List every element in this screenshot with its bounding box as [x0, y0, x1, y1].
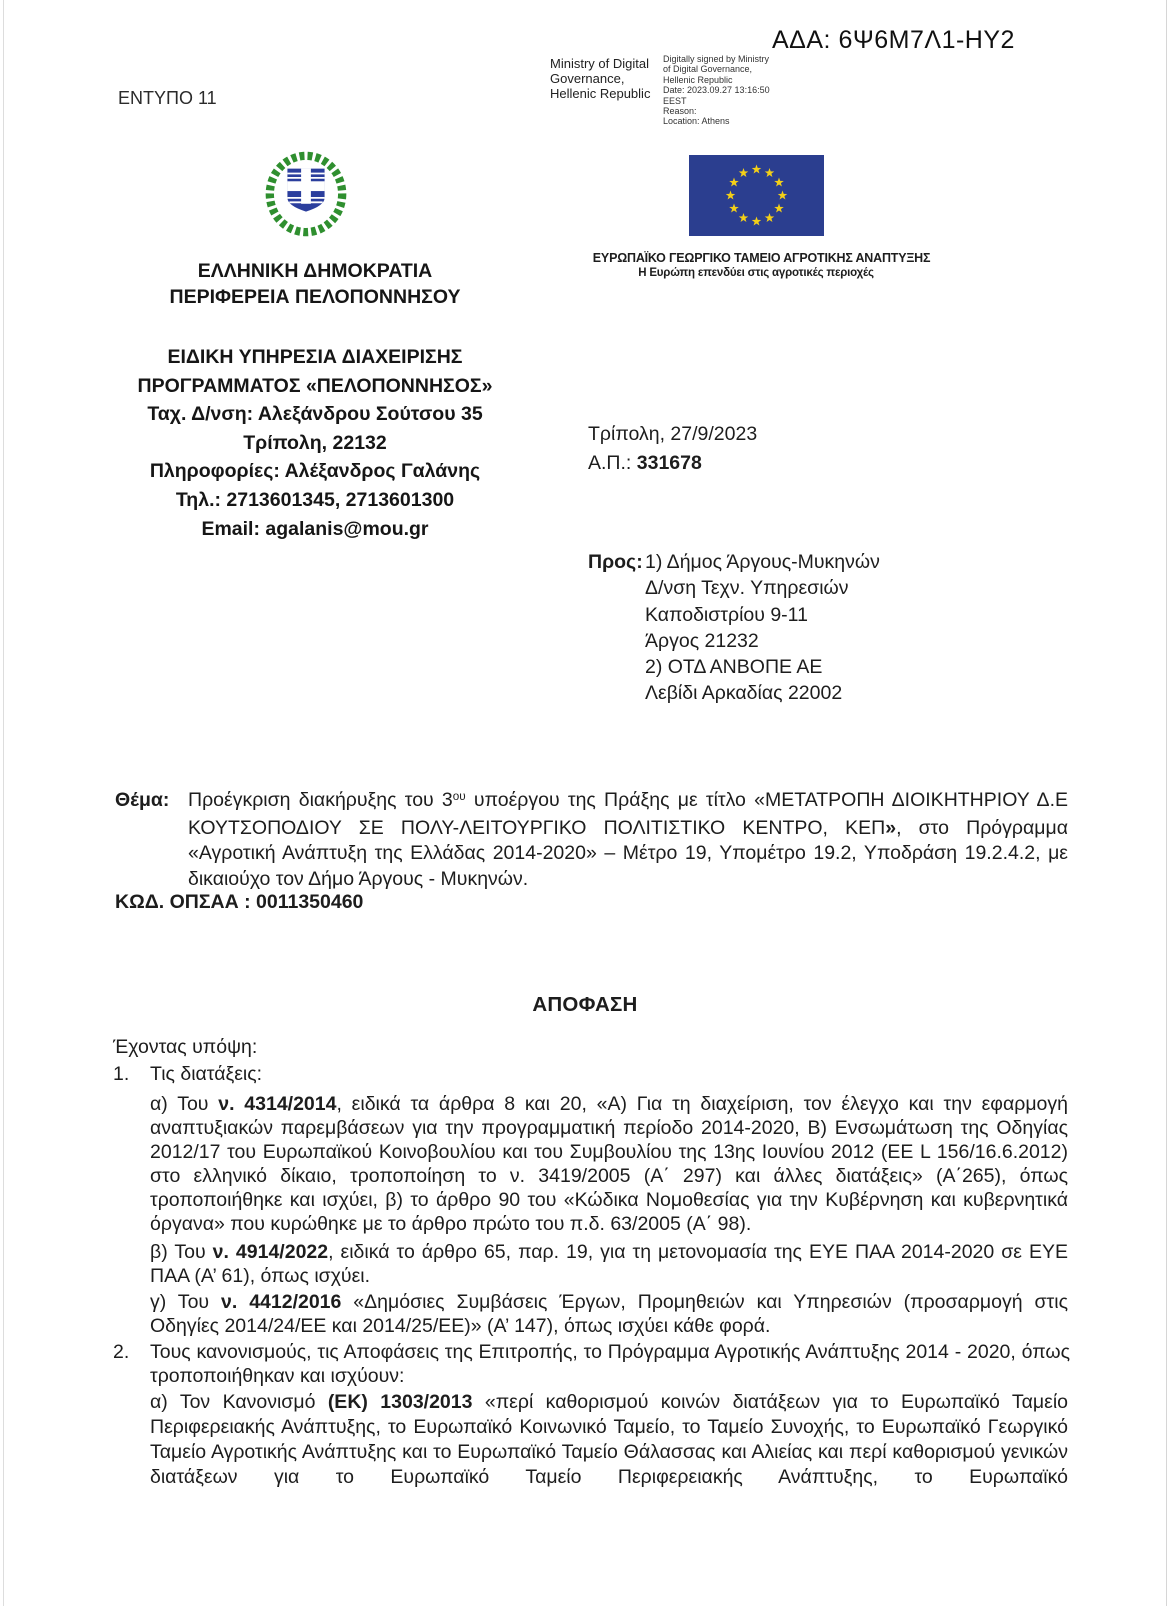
signature-detail-line: Reason:: [663, 106, 697, 117]
subject-block: [115, 788, 1068, 892]
bold-run: »: [885, 816, 897, 839]
date-protocol-block: [588, 420, 757, 477]
signature-detail-line: Date: 2023.09.27 13:16:50: [663, 85, 770, 96]
paragraph-2a: [150, 1390, 1068, 1490]
eu-fund-title: ΕΥΡΩΠΑΪΚΟ ΓΕΩΡΓΙΚΟ ΤΑΜΕΙΟ ΑΓΡΟΤΙΚΗΣ ΑΝΑΠΤΥΞΗΣ: [592, 250, 931, 265]
recipients-lines: [645, 549, 880, 707]
signature-details: [663, 54, 793, 127]
text-run: γ) Του: [150, 1291, 222, 1313]
agency-line: ΠΡΟΓΡΑΜΜΑΤΟΣ «ΠΕΛΟΠΟΝΝΗΣΟΣ»: [137, 374, 493, 397]
signature-detail-line: Hellenic Republic: [663, 74, 733, 85]
greek-coat-of-arms-icon: [262, 150, 350, 238]
city-date: Τρίπολη, 27/9/2023: [588, 423, 758, 445]
eu-fund-subtitle: Η Ευρώπη επενδύει στις αγροτικές περιοχές: [638, 267, 874, 279]
subject-text: [188, 788, 1068, 892]
recipient-line: 1) Δήμος Άργους-Μυκηνών: [645, 551, 880, 573]
text-run: Προέγκριση διακήρυξης του 3: [188, 789, 453, 811]
republic-line: ΕΛΛΗΝΙΚΗ ΔΗΜΟΚΡΑΤΙΑ: [197, 260, 433, 282]
list-item-2-number: 2.: [113, 1341, 130, 1363]
text-run: α) Τον Κανονισμό: [150, 1391, 328, 1413]
signature-detail-line: of Digital Governance,: [663, 64, 753, 75]
text-run: , στο Πρόγραμμα «Αγροτική Ανάπτυξη της Ελλάδας 2014-2020» – Μέτρο 19, Υπομέτρο 19.2, Υποδράση 19.2.4.2, με δικαιούχο τον Δήμο Άργους - Μυκηνών.: [188, 816, 1068, 890]
opsaa-code: ΚΩΔ. ΟΠΣΑΑ : 0011350460: [115, 891, 364, 913]
decision-intro: Έχοντας υπόψη:: [113, 1036, 258, 1058]
republic-header: [105, 258, 525, 310]
list-item-1-text: Τις διατάξεις:: [150, 1063, 263, 1085]
protocol-line: [588, 449, 757, 478]
list-item-1-number: 1.: [113, 1063, 130, 1085]
form-code-label: ΕΝΤΥΠΟ 11: [118, 88, 217, 108]
paragraph-1a: [150, 1093, 1068, 1236]
list-item-2-text: Τους κανονισμούς, τις Αποφάσεις της Επιτροπής, το Πρόγραμμα Αγροτικής Ανάπτυξης 2014 - 2020, όπως τροποποιήθηκαν και ισχύουν:: [150, 1341, 1070, 1387]
protocol-number: 331678: [636, 451, 702, 474]
eu-banner: [586, 155, 931, 279]
bold-run: ν. 4412/2016: [221, 1291, 342, 1313]
text-run: α) Του: [150, 1093, 219, 1115]
superscript-run: ου: [452, 790, 466, 804]
recipients-block: [588, 549, 880, 707]
signature-detail-line: Digitally signed by Ministry: [663, 54, 770, 64]
bold-run: ν. 4314/2014: [218, 1093, 337, 1115]
subject-label: Θέμα:: [115, 789, 170, 811]
recipient-line: Άργος 21232: [645, 629, 759, 652]
text-run: , ειδικά τα άρθρα 8 και 20, «Α) Για τη διαχείριση, τον έλεγχο και την εφαρμογή αναπτυξιακών παρεμβάσεων για την προγραμματική περίοδο 2014-2020, Β) Ενσωμάτωση της Οδηγίας 2012/17 του Ευρωπαϊκού Κοινοβουλίου και του Συμβουλίου της 13ης Ιουνίου 2012 (ΕΕ L 156/16.6.2012) στο ελληνικό δίκαιο, τροποποίηση το ν. 3419/2005 (Α΄ 297) και άλλες διατάξεις» (Α΄265), όπως τροποποιήθηκε και ισχύει, β) το άρθρο 90 του «Κώδικα Νομοθεσίας για την Κυβέρνηση και κυβερνητικά όργανα» που κυρώθηκε με το άρθρο πρώτο του π.δ. 63/2005 (Α΄ 98).: [150, 1093, 1068, 1235]
list-item-1: [113, 1063, 262, 1086]
signature-signer: [550, 56, 662, 101]
agency-line: Τρίπολη, 22132: [243, 431, 387, 454]
signature-signer-line: Governance,: [550, 71, 625, 86]
list-item-2: [113, 1340, 1070, 1388]
agency-line: Τηλ.: 2713601345, 2713601300: [175, 488, 455, 511]
agency-line: Ταχ. Δ/νση: Αλεξάνδρου Σούτσου 35: [147, 403, 483, 426]
scan-edge-left: [3, 0, 4, 1606]
scan-edge-right: [1166, 0, 1167, 1606]
agency-address-block: [105, 343, 525, 543]
protocol-label: Α.Π.:: [588, 451, 632, 474]
decision-heading: ΑΠΟΦΑΣΗ: [532, 993, 638, 1016]
agency-line: ΕΙΔΙΚΗ ΥΠΗΡΕΣΙΑ ΔΙΑΧΕΙΡΙΣΗΣ: [167, 346, 463, 368]
text-run: β) Του: [150, 1241, 213, 1263]
recipient-line: 2) ΟΤΔ ΑΝΒΟΠΕ ΑΕ: [645, 656, 823, 679]
signature-signer-line: Ministry of Digital: [550, 56, 649, 71]
republic-line: ΠΕΡΙΦΕΡΕΙΑ ΠΕΛΟΠΟΝΝΗΣΟΥ: [169, 286, 461, 308]
signature-signer-line: Hellenic Republic: [550, 86, 651, 101]
ada-code: ΑΔΑ: 6Ψ6Μ7Λ1-ΗΥ2: [772, 26, 1015, 54]
signature-detail-line: Location: Athens: [663, 116, 730, 127]
bold-run: (ΕΚ) 1303/2013: [327, 1391, 473, 1413]
text-run: , ειδικά το άρθρο 65, παρ. 19, για τη μετονομασία της ΕΥΕ ΠΑΑ 2014-2020 σε ΕΥΕ ΠΑΑ (Α’ 61), όπως ισχύει.: [150, 1241, 1068, 1287]
bold-run: ν. 4914/2022: [212, 1241, 329, 1263]
paragraph-1b: [150, 1241, 1068, 1289]
text-run: υποέργου της Πράξης με τίτλο «ΜΕΤΑΤΡΟΠΗ ΔΙΟΙΚΗΤΗΡΙΟΥ Δ.Ε ΚΟΥΤΣΟΠΟΔΙΟΥ ΣΕ ΠΟΛΥ-ΛΕΙΤΟΥΡΓΙΚΟ ΠΟΛΙΤΙΣΤΙΚΟ ΚΕΝΤΡΟ, ΚΕΠ: [188, 789, 1068, 839]
text-run: «Δημόσιες Συμβάσεις Έργων, Προμηθειών και Υπηρεσιών (προσαρμογή στις Οδηγίες 2014/24/ΕΕ και 2014/25/ΕΕ)» (Α’ 147), όπως ισχύει κάθε φορά.: [150, 1291, 1068, 1337]
recipient-line: Καποδιστρίου 9-11: [645, 603, 808, 626]
text-run: «περί καθορισμού κοινών διατάξεων για το Ευρωπαϊκό Ταμείο Περιφερειακής Ανάπτυξης, το Ευρωπαϊκό Κοινωνικό Ταμείο, το Ταμείο Συνοχής, το Ευρωπαϊκό Γεωργικό Ταμείο Αγροτικής Ανάπτυξης και το Ευρωπαϊκό Ταμείο Θάλασσας και Αλιείας και περί καθορισμού γενικών διατάξεων για το Ευρωπαϊκό Ταμείο Περιφερειακής Ανάπτυξης, το Ευρωπαϊκό: [150, 1391, 1068, 1488]
recipients-label: Προς:: [588, 551, 643, 573]
recipient-line: Δ/νση Τεχν. Υπηρεσιών: [645, 577, 849, 600]
recipient-line: Λεβίδι Αρκαδίας 22002: [645, 682, 843, 705]
signature-detail-line: EEST: [663, 95, 687, 106]
eu-flag-icon: [689, 155, 824, 236]
paragraph-1c: [150, 1291, 1068, 1339]
agency-line: Πληροφορίες: Αλέξανδρος Γαλάνης: [149, 460, 481, 483]
agency-line: Email: agalanis@mou.gr: [201, 517, 429, 540]
